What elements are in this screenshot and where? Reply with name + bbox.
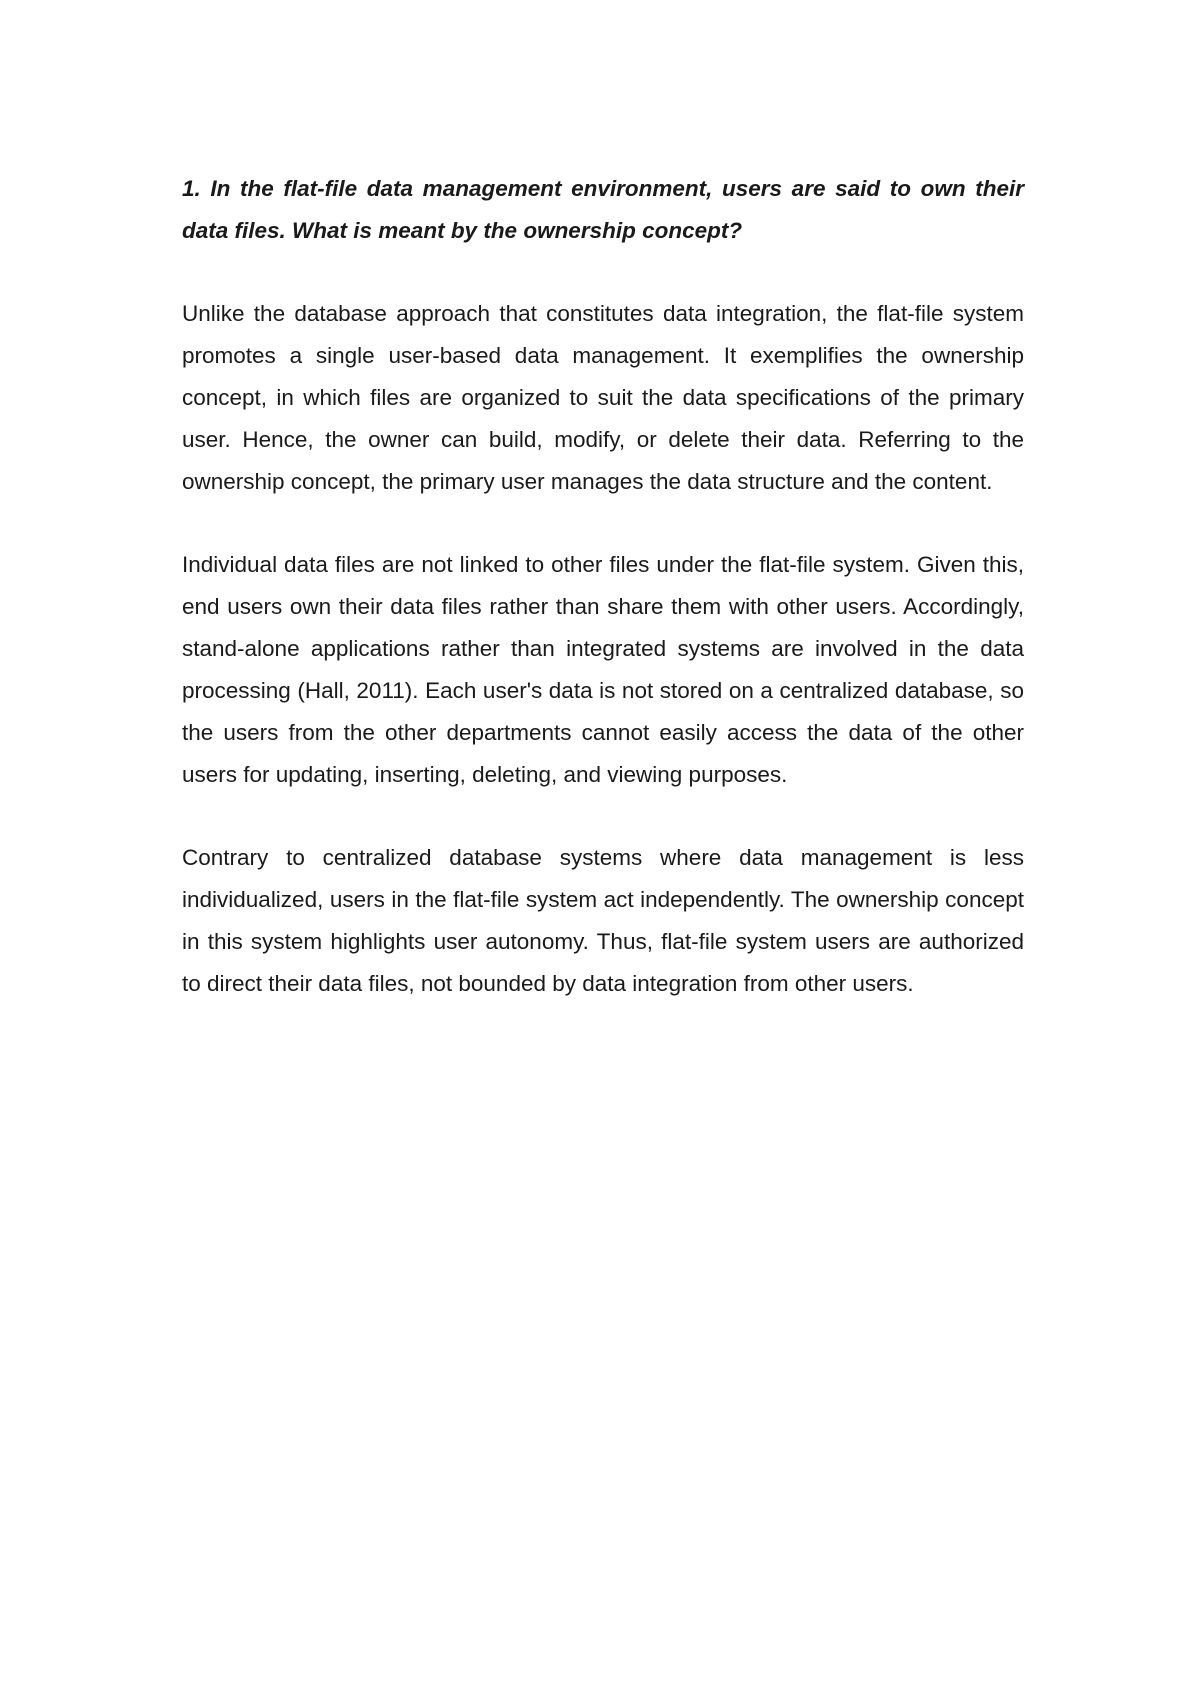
paragraph-individual-files: Individual data files are not linked to other files under the flat-file system. Given this, end users own their data files rather than share them with other users. Accordingly, stand-alone applications rather than integrated systems are involved in the data processing (Hall, 2011). Each user's data is not stored on a centralized database, so the users from the other departments cannot easily access the data of the other users for updating, inserting, deleting, and viewing purposes. xyxy=(182,552,1024,787)
document-body xyxy=(182,168,1024,1005)
question-heading: 1. In the flat-file data management environment, users are said to own their data files. What is meant by the ownership concept? xyxy=(182,176,1024,243)
paragraph-ownership-concept: Unlike the database approach that constitutes data integration, the flat-file system promotes a single user-based data management. It exemplifies the ownership concept, in which files are organized to suit the data specifications of the primary user. Hence, the owner can build, modify, or delete their data. Referring to the ownership concept, the primary user manages the data structure and the content. xyxy=(182,301,1024,494)
paragraph-user-autonomy: Contrary to centralized database systems where data management is less individualized, users in the flat-file system act independently. The ownership concept in this system highlights user autonomy. Thus, flat-file system users are authorized to direct their data files, not bounded by data integration from other users. xyxy=(182,845,1024,996)
